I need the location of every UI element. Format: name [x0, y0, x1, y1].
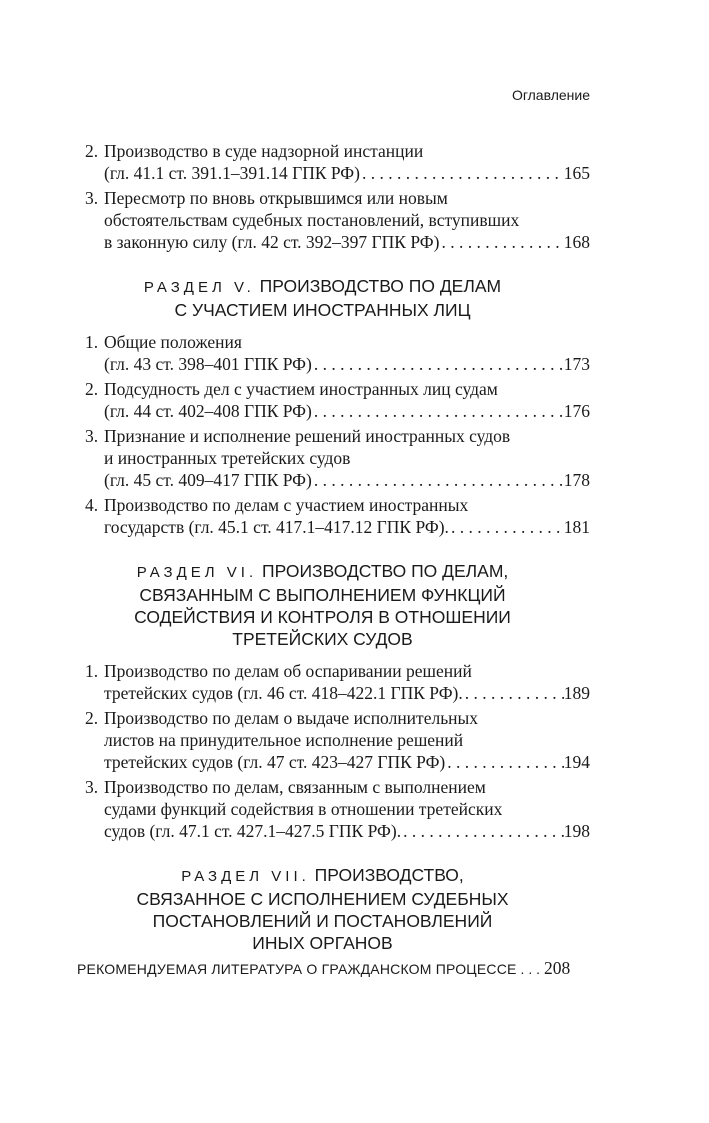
toc-group-top [85, 140, 590, 253]
dot-leader: . . . [520, 961, 540, 977]
entry-title-line: судами функций содействия в отношении третейских [104, 799, 503, 819]
dot-leader [445, 751, 564, 773]
entry-title-line: Производство по делам, связанным с выполнением [104, 777, 486, 797]
section-title-line: ИНЫХ ОРГАНОВ [252, 933, 393, 953]
page-number: 173 [563, 354, 590, 374]
entry-body [104, 140, 590, 184]
section-title-line: СВЯЗАННЫМ С ВЫПОЛНЕНИЕМ ФУНКЦИЙ [139, 585, 506, 605]
page-number: 181 [563, 517, 590, 537]
entry-title-line: (гл. 41.1 ст. 391.1–391.14 ГПК РФ) [104, 163, 360, 183]
entry-body [104, 776, 590, 842]
dot-leader [463, 682, 564, 704]
entry-title-line: (гл. 43 ст. 398–401 ГПК РФ) [104, 354, 312, 374]
entry-title-line: Производство по делам с участием иностранных [104, 495, 469, 515]
toc-entry[interactable] [85, 660, 590, 704]
toc-entry[interactable] [85, 707, 590, 773]
section-title-line: СОДЕЙСТВИЯ И КОНТРОЛЯ В ОТНОШЕНИИ [134, 607, 511, 627]
entry-title-line: Подсудность дел с участием иностранных лиц судам [104, 379, 498, 399]
toc-entry[interactable] [85, 140, 590, 184]
entry-title-line: (гл. 45 ст. 409–417 ГПК РФ) [104, 470, 312, 490]
toc-entry[interactable] [85, 494, 590, 538]
page-number: 208 [544, 958, 571, 978]
entry-body [104, 331, 590, 375]
section-title-line: ПОСТАНОВЛЕНИЙ И ПОСТАНОВЛЕНИЙ [152, 911, 493, 931]
page-number: 194 [563, 752, 590, 772]
section-label: РАЗДЕЛ V. [143, 279, 255, 296]
toc-group-section-5 [85, 331, 590, 538]
toc-entry[interactable] [85, 187, 590, 253]
toc-entry[interactable] [85, 378, 590, 422]
section-title-line: ПРОИЗВОДСТВО, [314, 865, 464, 885]
toc-group-section-6 [85, 660, 590, 842]
toc-entry-literature[interactable] [77, 958, 590, 979]
entry-last-line [104, 682, 590, 704]
dot-leader [312, 469, 564, 491]
entry-last-line [104, 469, 590, 491]
entry-last-line [104, 400, 590, 422]
entry-title-line: Пересмотр по вновь открывшимся или новым [104, 188, 448, 208]
section-heading-line [55, 560, 590, 584]
page-number: 176 [563, 401, 590, 421]
toc-entry[interactable] [85, 331, 590, 375]
entry-title-line: третейских судов (гл. 47 ст. 423–427 ГПК РФ) [104, 752, 446, 772]
entry-title-line: и иностранных третейских судов [104, 448, 351, 468]
entry-title-line: государств (гл. 45.1 ст. 417.1–417.12 ГПК РФ). [104, 517, 449, 537]
dot-leader [360, 162, 564, 184]
section-heading-line [55, 275, 590, 299]
entry-title-line: судов (гл. 47.1 ст. 427.1–427.5 ГПК РФ). [104, 821, 402, 841]
page-number: 178 [563, 470, 590, 490]
dot-leader [449, 516, 564, 538]
entry-number: 3. [85, 777, 99, 797]
entry-last-line [104, 751, 590, 773]
literature-title: РЕКОМЕНДУЕМАЯ ЛИТЕРАТУРА О ГРАЖДАНСКОМ ПРОЦЕССЕ [77, 961, 517, 977]
section-title-line: СВЯЗАННОЕ С ИСПОЛНЕНИЕМ СУДЕБНЫХ [136, 889, 509, 909]
dot-leader [312, 400, 564, 422]
entry-title-line: Производство по делам об оспаривании решений [104, 661, 472, 681]
entry-number: 3. [85, 188, 99, 208]
section-title-line: ТРЕТЕЙСКИХ СУДОВ [232, 629, 413, 649]
entry-last-line [104, 820, 590, 842]
page-number: 198 [563, 821, 590, 841]
dot-leader [401, 820, 564, 842]
entry-title-line: Производство в суде надзорной инстанции [104, 141, 424, 161]
section-heading-7 [55, 864, 590, 954]
section-title-line: ПРОИЗВОДСТВО ПО ДЕЛАМ, [262, 561, 509, 581]
entry-number: 2. [85, 379, 99, 399]
entry-title-line: в законную силу (гл. 42 ст. 392–397 ГПК РФ) [104, 232, 440, 252]
entry-title-line: Производство по делам о выдаче исполнительных [104, 708, 479, 728]
entry-number: 1. [85, 661, 99, 681]
entry-title-line: Общие положения [104, 332, 242, 352]
entry-body [104, 660, 590, 704]
section-title-line: С УЧАСТИЕМ ИНОСТРАННЫХ ЛИЦ [174, 300, 471, 320]
entry-last-line [104, 231, 590, 253]
entry-body [104, 494, 590, 538]
entry-title-line: обстоятельствам судебных постановлений, вступивших [104, 210, 520, 230]
page-number: 165 [563, 163, 590, 183]
entry-number: 2. [85, 708, 99, 728]
dot-leader [312, 353, 564, 375]
section-heading-5 [55, 275, 590, 321]
entry-body [104, 187, 590, 253]
toc-entry[interactable] [85, 425, 590, 491]
section-heading-line [55, 864, 590, 888]
entry-title-line: (гл. 44 ст. 402–408 ГПК РФ) [104, 401, 312, 421]
entry-title-line: третейских судов (гл. 46 ст. 418–422.1 ГПК РФ). [104, 683, 463, 703]
entry-number: 1. [85, 332, 99, 352]
entry-body [104, 378, 590, 422]
entry-body [104, 707, 590, 773]
entry-title-line: Признание и исполнение решений иностранных судов [104, 426, 511, 446]
entry-title-line: листов на принудительное исполнение решений [104, 730, 464, 750]
toc-entry[interactable] [85, 776, 590, 842]
section-heading-6 [55, 560, 590, 650]
entry-number: 3. [85, 426, 99, 446]
entry-number: 4. [85, 495, 99, 515]
page-number: 189 [563, 683, 590, 703]
entry-last-line [104, 162, 590, 184]
section-label: РАЗДЕЛ VII. [181, 868, 310, 885]
section-title-line: ПРОИЗВОДСТВО ПО ДЕЛАМ [259, 276, 502, 296]
section-label: РАЗДЕЛ VI. [136, 564, 258, 581]
entry-number: 2. [85, 141, 99, 161]
table-of-contents [85, 140, 590, 964]
page-number: 168 [563, 232, 590, 252]
entry-last-line [104, 516, 590, 538]
entry-last-line [104, 353, 590, 375]
running-head: Оглавление [511, 87, 590, 103]
entry-body [104, 425, 590, 491]
dot-leader [439, 231, 563, 253]
